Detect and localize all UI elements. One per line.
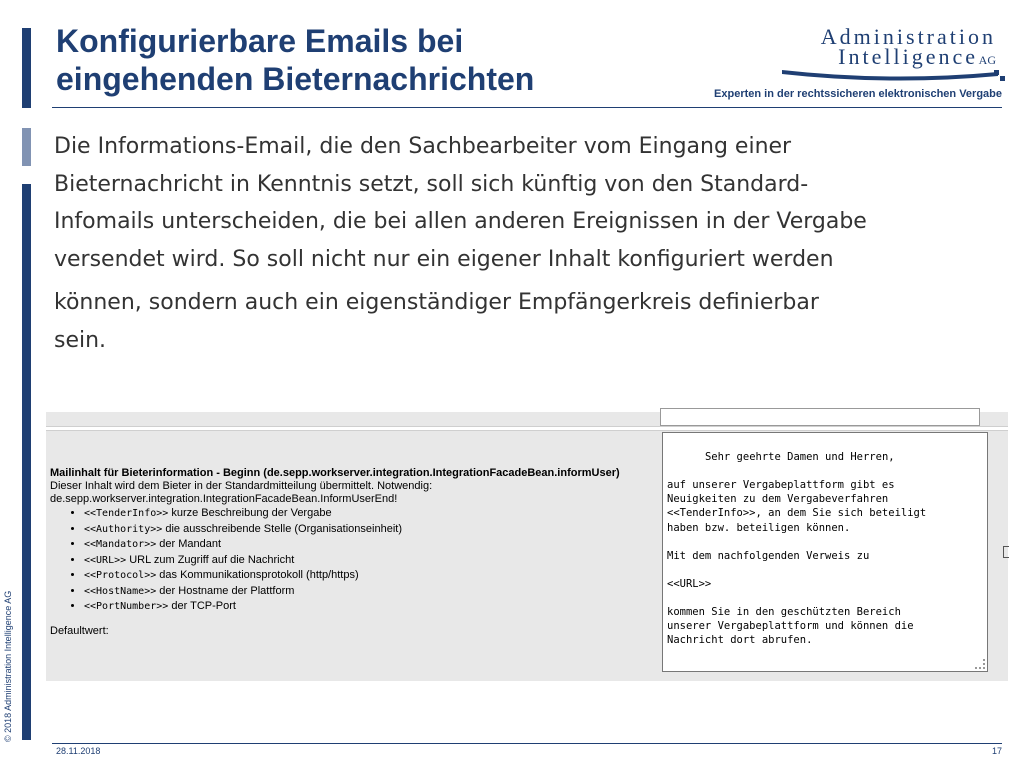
placeholder-item bbox=[84, 553, 650, 569]
logo-line-2: Intelligence bbox=[838, 44, 978, 69]
placeholder-token: <<Mandator>> bbox=[84, 539, 157, 550]
sidebar-accent-bar-bottom bbox=[22, 184, 31, 740]
page-number: 17 bbox=[991, 746, 1002, 756]
placeholder-item bbox=[84, 537, 650, 553]
footer-date: 28.11.2018 bbox=[56, 746, 101, 756]
mail-content-settings-row bbox=[46, 430, 1008, 681]
placeholder-description: der TCP-Port bbox=[168, 600, 236, 612]
placeholder-token: <<URL>> bbox=[84, 554, 127, 566]
placeholder-description: kurze Beschreibung der Vergabe bbox=[168, 507, 332, 519]
body-line: sein. bbox=[54, 327, 107, 353]
placeholder-description: der Mandant bbox=[156, 538, 222, 550]
placeholder-token: <<HostName>> bbox=[84, 585, 157, 597]
body-line: Die Informations-Email, die den Sachbearbeiter vom Eingang einer bbox=[54, 134, 792, 159]
placeholder-description: URL zum Zugriff auf die Nachricht bbox=[126, 553, 295, 566]
placeholder-item bbox=[84, 568, 650, 584]
setting-description-line: de.sepp.workserver.integration.IntegrationFacadeBean.InformUserEnd! bbox=[50, 493, 398, 505]
slide-title: Konfigurierbare Emails bei eingehenden Bieternachrichten bbox=[56, 23, 535, 97]
embedded-screenshot bbox=[46, 412, 1008, 680]
message-template-textarea[interactable] bbox=[662, 432, 988, 672]
placeholder-item bbox=[84, 584, 650, 600]
resize-grip-icon[interactable] bbox=[975, 659, 985, 669]
body-line: können, sondern auch ein eigenständiger Empfängerkreis definierbar bbox=[54, 290, 819, 315]
placeholder-token: <<Protocol>> bbox=[84, 570, 157, 581]
placeholder-token: <<PortNumber>> bbox=[84, 601, 169, 612]
placeholder-description: der Hostname der Plattform bbox=[156, 584, 295, 597]
message-template-text: Sehr geehrte Damen und Herren, auf unserer Vergabeplattform gibt es Neuigkeiten zu dem Vergabeverfahren <<TenderInfo>>, an dem Sie sich beteiligt haben bzw. beteiligen können. Mit dem nachfolgenden Verweis zu <<URL>> kommen Sie in den geschützten Bereich unserer Vergabeplattform und können die Nachricht dort abrufen. bbox=[667, 451, 927, 647]
bracket-marker-icon bbox=[1003, 546, 1009, 558]
setting-description-line: Dieser Inhalt wird dem Bieter in der Standardmitteilung übermittelt. Notwendig: bbox=[50, 480, 433, 492]
default-value-label: Defaultwert: bbox=[50, 624, 109, 637]
sidebar-accent-bar-top bbox=[22, 28, 31, 108]
body-line: Infomails unterscheiden, die bei allen anderen Ereignissen in der Vergabe bbox=[54, 209, 867, 234]
placeholder-description: das Kommunikationsprotokoll (http/https) bbox=[156, 569, 359, 581]
company-logo bbox=[780, 24, 1006, 84]
placeholder-item bbox=[84, 506, 650, 522]
previous-settings-row bbox=[46, 412, 1008, 427]
company-tagline: Experten in der rechtssicheren elektronischen Vergabe bbox=[714, 88, 1002, 100]
placeholder-token: <<TenderInfo>> bbox=[84, 508, 169, 519]
title-divider bbox=[52, 107, 1002, 108]
previous-textarea[interactable] bbox=[660, 408, 980, 426]
footer-divider bbox=[52, 743, 1002, 744]
placeholder-item bbox=[84, 522, 650, 538]
logo-ag: AG bbox=[978, 53, 996, 67]
placeholder-token: <<Authority>> bbox=[84, 523, 163, 535]
setting-heading: Mailinhalt für Bieterinformation - Beginn (de.sepp.workserver.integration.IntegrationFacadeBean.informUser) bbox=[50, 467, 620, 479]
placeholder-item bbox=[84, 599, 650, 615]
body-paragraph bbox=[54, 128, 1004, 359]
body-line: Bieternachricht in Kenntnis setzt, soll sich künftig von den Standard- bbox=[54, 171, 809, 197]
placeholder-description: die ausschreibende Stelle (Organisationseinheit) bbox=[162, 522, 402, 535]
setting-description bbox=[50, 467, 650, 638]
body-line: versendet wird. So soll nicht nur ein eigener Inhalt konfiguriert werden bbox=[54, 246, 834, 272]
placeholder-list bbox=[50, 506, 650, 615]
sidebar-accent-bar-middle bbox=[22, 128, 31, 166]
logo-line-1: Administration bbox=[820, 24, 996, 49]
logo-swoosh-icon bbox=[780, 64, 1006, 86]
copyright-notice: © 2018 Administration Intelligence AG bbox=[3, 590, 13, 742]
